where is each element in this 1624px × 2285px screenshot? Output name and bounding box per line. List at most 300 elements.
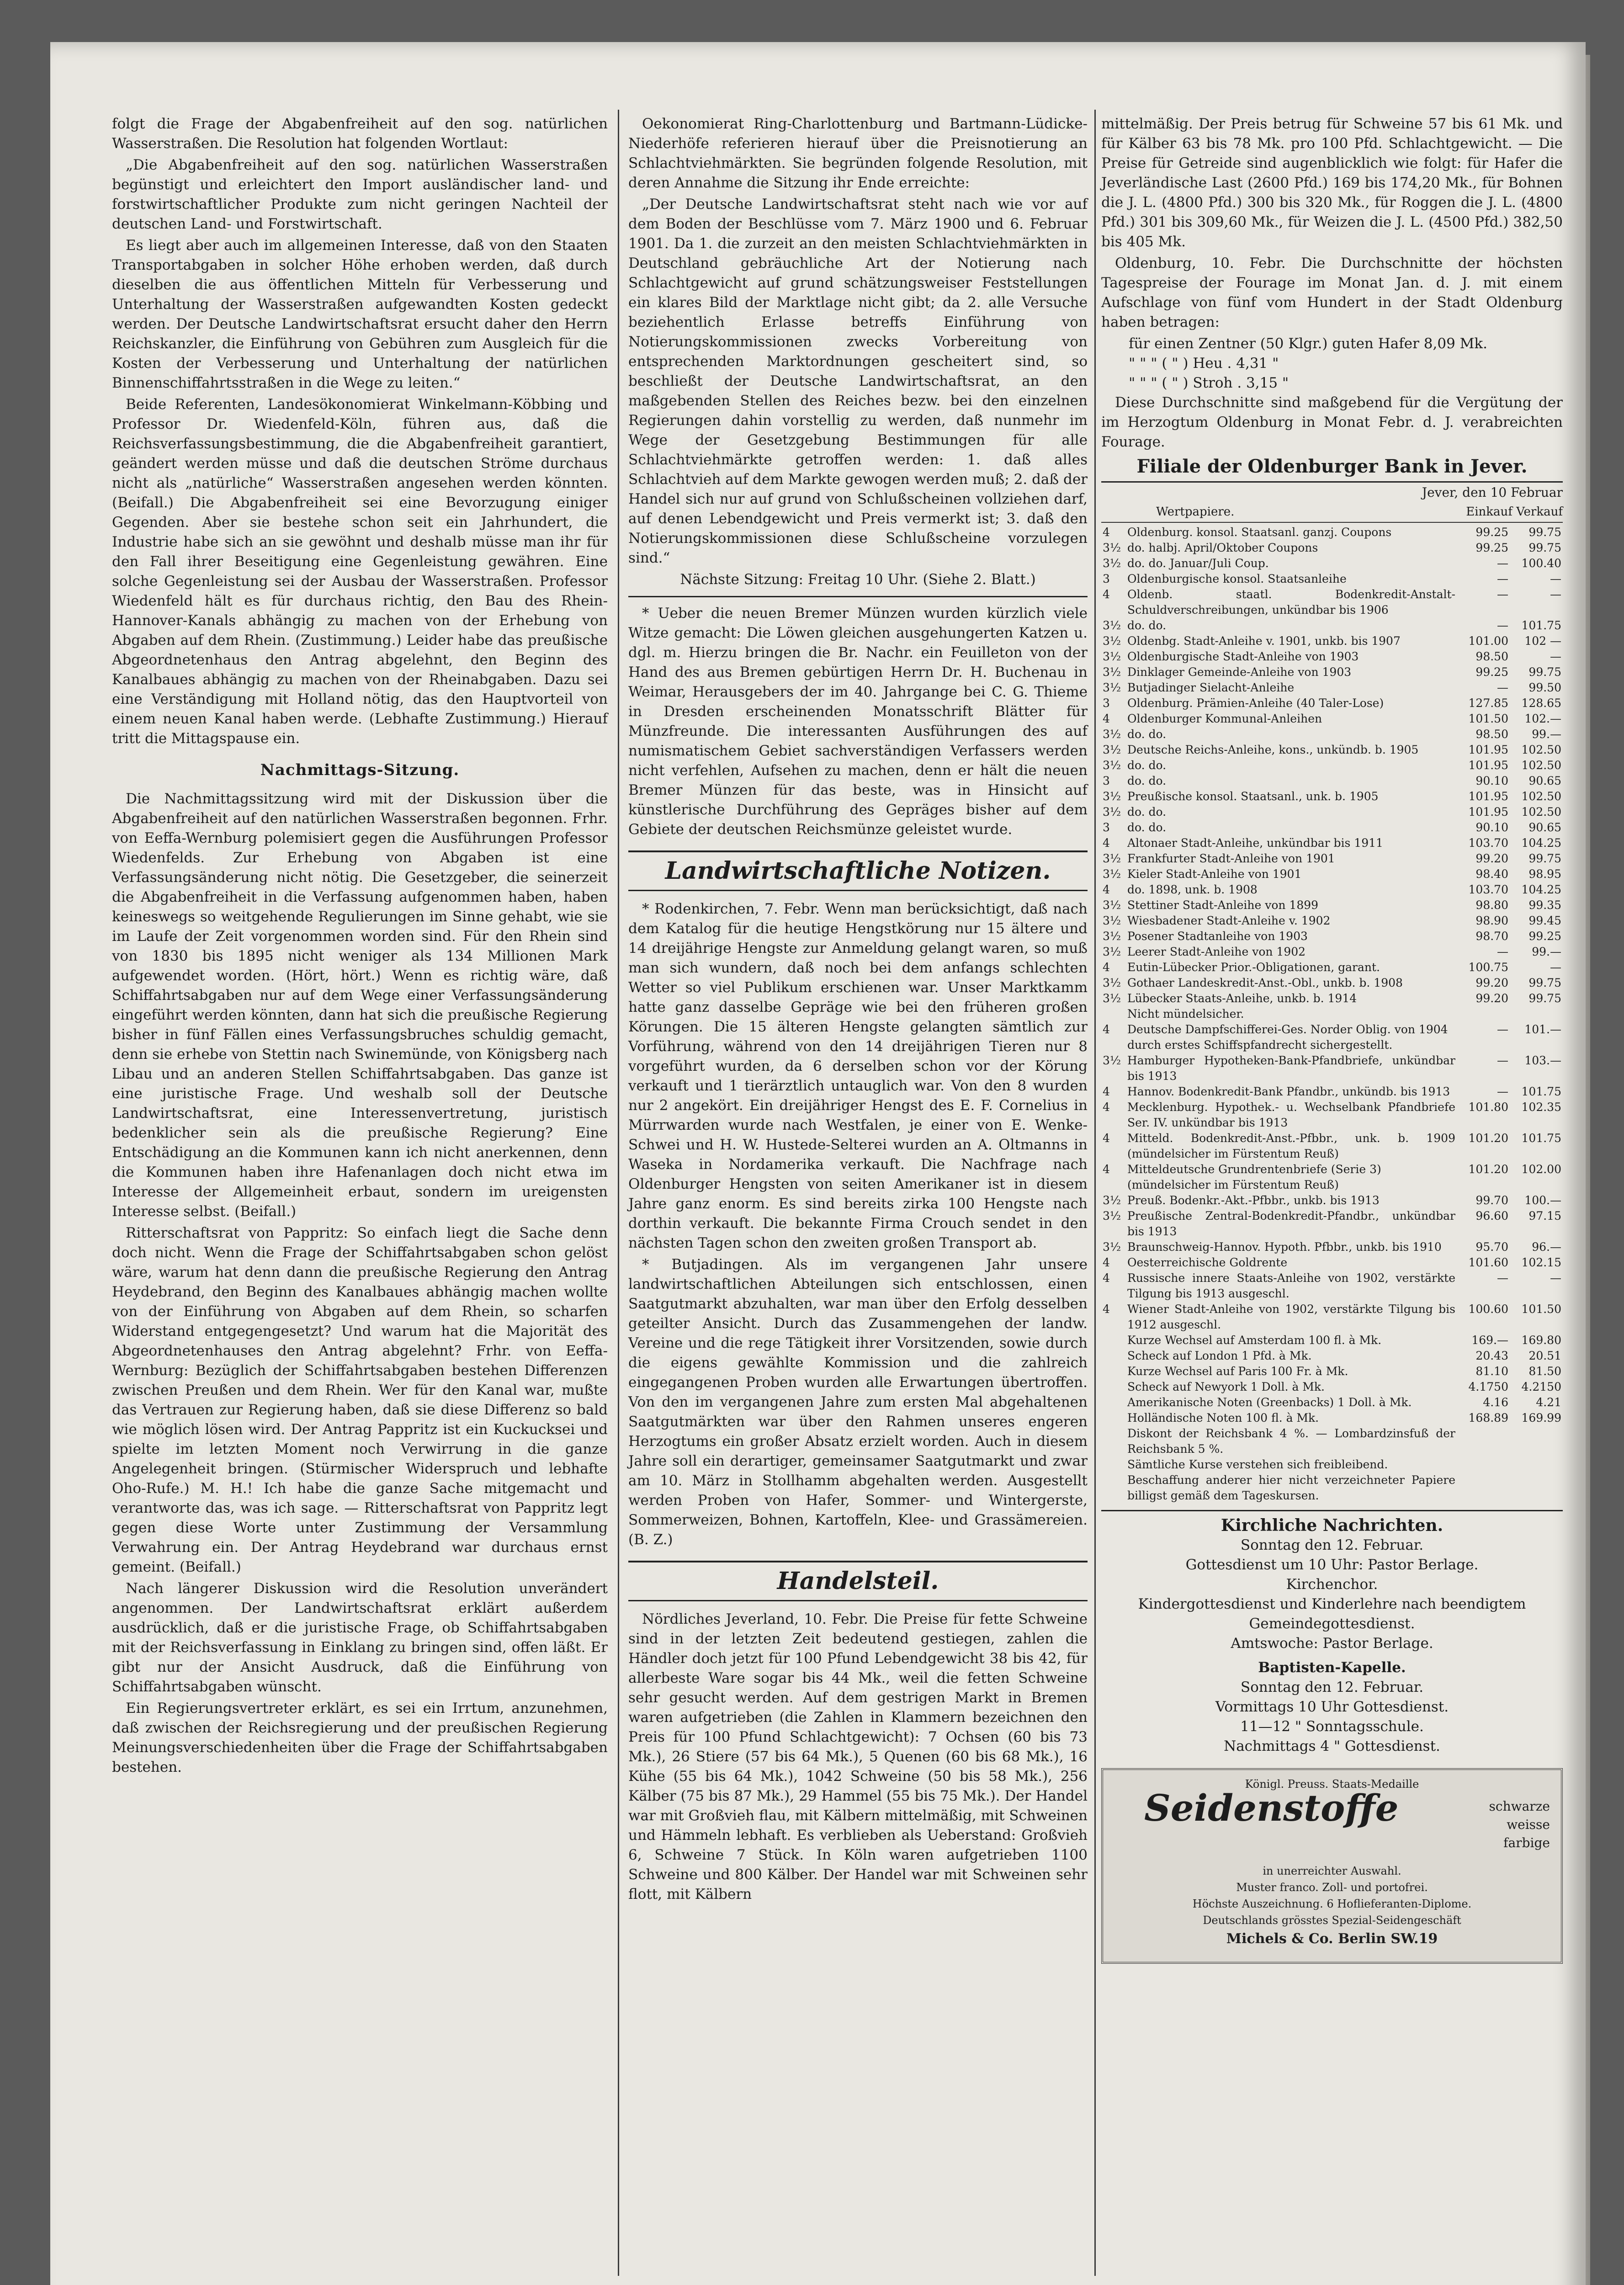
c2-bremer-muenzen: * Ueber die neuen Bremer Münzen wurden kürzlich viele Witze gemacht: Die Löwen gleichen ausgehungerten Katzen u. dgl. m. Hierzu bringen die Br. Nachr. ein Feuilleton von der Hand des aus Bremen gebürtigen Herrn Dr. H. Buchenau in Weimar, Herausgebers der im 40. Jahrgange bei C. G. Thieme in Dresden erscheinenden Monatsschrift Blätter für Münzfreunde. Die interessanten Ausführungen des auf numismatischem Gebiet sachverständigen Verfassers werden nicht verfehlen, Aufsehen zu machen, denn er hält die neuen Bremer Münzen für das beste, was in Hinsicht auf künstlerische Durchführung des Gepräges bisher auf dem Gebiete der deutschen Reichsmünze geleistet wurde. bbox=[628, 605, 1088, 838]
rate-cell bbox=[1101, 1426, 1126, 1457]
rate-cell: 4 bbox=[1103, 526, 1110, 539]
rate-cell: 3½ bbox=[1103, 728, 1121, 741]
ad-line-1: in unerreichter Auswahl. bbox=[1263, 1865, 1401, 1877]
fourage-line: " " " ( " ) Stroh . 3,15 " bbox=[1129, 375, 1289, 391]
c2-heading-notizen: Landwirtschaftliche Notizen. bbox=[628, 850, 1088, 891]
sell-cell: 102.35 bbox=[1521, 1100, 1561, 1114]
buy-cell: — bbox=[1497, 1023, 1508, 1036]
security-cell: Oldenb. staatl. Bodenkredit-Anstalt-Schuldverschreibungen, unkündbar bis 1906 bbox=[1127, 588, 1455, 616]
buy-cell: 100.75 bbox=[1468, 961, 1508, 974]
buy-cell: 168.89 bbox=[1468, 1411, 1508, 1424]
buy-cell: — bbox=[1497, 1085, 1508, 1098]
c2-resolution: „Der Deutsche Landwirtschaftsrat steht nach wie vor auf dem Boden der Beschlüsse vom 7. März 1900 und 6. Februar 1901. Da 1. die zurzeit an den meisten Schlachtviehmärkten in Deutschland gebräuchliche Art der Notierung nach Schlachtgewicht auf grund schätzungsweiser Feststellungen ein klares Bild der Marktlage nicht gibt; da 2. alle Versuche beziehentlich Erlasse betreffs Einführung von Notierungskommissionen zwecks Vorbereitung von entsprechenden Marktordnungen gescheitert sind, so beschließt der Deutsche Landwirtschaftsrat, an den maßgebenden Stellen des Reiches bezw. bei den einzelnen Regierungen dahin vorstellig zu werden, daß nunmehr im Wege der Gesetzgebung Bestimmungen für alle Schlachtviehmärkte getroffen werden: 1. daß alles Schlachtvieh auf dem Markte gewogen werden muß; 2. daß der Handel sich nur auf grund von Schlußscheinen vollziehen darf, auf denen Lebendgewicht und Preis vermerkt ist; 3. daß den Notierungskommissionen diese Schlußscheine vorzulegen sind.“ bbox=[628, 196, 1088, 566]
buy-cell: 101.20 bbox=[1468, 1163, 1508, 1176]
c1-resolution-2: Es liegt aber auch im allgemeinen Interesse, daß von den Staaten Transportabgaben in solcher Höhe erhoben werden, daß durch dieselben die aus öffentlichen Mitteln für Verbesserung und Unterhaltung der Wasserstraßen aufgewandten Kosten gedeckt werden. Der Deutsche Landwirtschaftsrat ersucht daher den Herrn Reichskanzler, die Einführung von Gebühren zum Ausgleich für die Kosten der Verbesserung und Unterhaltung der natürlichen Binnenschiffahrtsstraßen in die Wege zu leiten.“ bbox=[112, 237, 608, 391]
security-cell: Diskont der Reichsbank 4 %. — Lombardzinsfuß der Reichsbank 5 %. bbox=[1127, 1427, 1455, 1456]
security-cell: Oesterreichische Goldrente bbox=[1127, 1256, 1288, 1269]
buy-cell: 169.— bbox=[1471, 1334, 1508, 1347]
church-line-2: Gottesdienst um 10 Uhr: Pastor Berlage. bbox=[1185, 1557, 1479, 1573]
column-1 bbox=[112, 114, 608, 1779]
table-row bbox=[1101, 960, 1563, 975]
buy-cell: 103.70 bbox=[1468, 883, 1508, 896]
rate-cell: 4 bbox=[1103, 1271, 1110, 1285]
security-cell: Butjadinger Sielacht-Anleihe bbox=[1127, 681, 1295, 694]
rate-cell: 3½ bbox=[1103, 945, 1121, 958]
buy-cell bbox=[1457, 1472, 1510, 1504]
rate-cell bbox=[1101, 1006, 1126, 1022]
table-row bbox=[1101, 929, 1563, 944]
security-cell: Mecklenburg. Hypothek.- u. Wechselbank Pfandbriefe Ser. IV. unkündbar bis 1913 bbox=[1127, 1100, 1455, 1129]
table-row bbox=[1101, 758, 1563, 773]
sell-cell: 128.65 bbox=[1521, 696, 1561, 710]
security-cell: do. do. Januar/Juli Coup. bbox=[1127, 557, 1269, 570]
security-cell: Leerer Stadt-Anleihe von 1902 bbox=[1127, 945, 1306, 958]
table-row bbox=[1101, 1162, 1563, 1177]
rate-cell: 3½ bbox=[1103, 790, 1121, 803]
sell-cell: — bbox=[1550, 1271, 1561, 1285]
buy-cell: 101.95 bbox=[1468, 790, 1508, 803]
rate-cell: 3 bbox=[1103, 696, 1110, 710]
rate-cell bbox=[1101, 1379, 1126, 1395]
sell-cell: 169.99 bbox=[1521, 1411, 1561, 1424]
c3-fourage-prices bbox=[1101, 334, 1563, 393]
rate-cell: 4 bbox=[1103, 1100, 1110, 1114]
church-line-3: Kirchenchor. bbox=[1286, 1576, 1378, 1593]
church-title: Kirchliche Nachrichten. bbox=[1101, 1510, 1563, 1536]
rate-cell: 4 bbox=[1103, 712, 1110, 725]
table-row bbox=[1101, 1333, 1563, 1348]
security-cell: Oldenburg. konsol. Staatsanl. ganzj. Coupons bbox=[1127, 526, 1392, 539]
table-row bbox=[1101, 633, 1563, 649]
table-row bbox=[1101, 1255, 1563, 1270]
table-row bbox=[1101, 851, 1563, 866]
rate-cell bbox=[1101, 1472, 1126, 1504]
sell-cell: 99.75 bbox=[1528, 852, 1561, 865]
security-cell: do. do. bbox=[1127, 619, 1167, 632]
sell-cell: 104.25 bbox=[1521, 836, 1561, 850]
ad-line-3: Höchste Auszeichnung. 6 Hoflieferanten-Diplome. bbox=[1192, 1897, 1472, 1910]
buy-cell: 101.00 bbox=[1468, 634, 1508, 648]
sell-cell: 99.75 bbox=[1528, 665, 1561, 679]
bank-col-buy: Einkauf bbox=[1466, 505, 1513, 519]
bank-col-papers: Wertpapiere. bbox=[1156, 505, 1235, 519]
silk-advertisement bbox=[1101, 1768, 1563, 1964]
bank-col-buy-sell bbox=[1466, 502, 1563, 522]
table-row bbox=[1101, 1379, 1563, 1395]
sell-cell bbox=[1510, 1426, 1563, 1457]
column-2 bbox=[628, 114, 1088, 1906]
buy-cell: 99.20 bbox=[1475, 976, 1508, 989]
c3-paragraph-3: Diese Durchschnitte sind maßgebend für die Vergütung der im Herzogtum Oldenburg in Monat Febr. d. J. verabreichten Fourage. bbox=[1101, 394, 1563, 450]
table-row bbox=[1101, 1131, 1563, 1162]
table-row bbox=[1101, 1006, 1563, 1022]
buy-cell: 81.10 bbox=[1475, 1365, 1508, 1378]
table-row bbox=[1101, 1348, 1563, 1364]
rate-cell bbox=[1101, 1177, 1126, 1193]
church-line-9: 11—12 " Sonntagsschule. bbox=[1240, 1718, 1424, 1735]
rate-cell: 3½ bbox=[1103, 898, 1121, 912]
rate-cell bbox=[1101, 1037, 1126, 1053]
c2-jeverland: Nördliches Jeverland, 10. Febr. Die Preise für fette Schweine sind in der letzten Zeit bedeutend gestiegen, zahlen die Händler doch jetzt für 100 Pfund Lebendgewicht 38 bis 42, für allerbeste Ware sogar bis 44 Mk., weil die fetten Schweine sehr gesucht werden. Auf dem gestrigen Markt in Bremen waren aufgetrieben (die Zahlen in Klammern bezeichnen den Preis für 100 Pfund Schlachtgewicht): 7 Ochsen (60 bis 73 Mk.), 26 Stiere (57 bis 64 Mk.), 5 Quenen (60 bis 68 Mk.), 16 Kühe (55 bis 64 Mk.), 1042 Schweine (50 bis 58 Mk.), 256 Kälber (75 bis 87 Mk.), 29 Hammel (55 bis 75 Mk.). Der Handel war mit Großvieh flau, mit Kälbern mittelmäßig, mit Schweinen und Hämmeln lebhaft. Es verblieben als Ueberstand: Großvieh 6, Schweine 7 Stück. In Köln waren aufgetrieben 1100 Schweine und 800 Kälber. Der Handel war mit Schweinen sehr flott, mit Kälbern bbox=[628, 1611, 1088, 1902]
rate-cell: 3½ bbox=[1103, 634, 1121, 648]
sell-cell: 4.2150 bbox=[1521, 1380, 1561, 1393]
c1-subheading: Nachmittags-Sitzung. bbox=[260, 761, 460, 779]
sell-cell: 102.50 bbox=[1521, 743, 1561, 756]
sell-cell: 96.— bbox=[1532, 1240, 1561, 1254]
buy-cell: 96.60 bbox=[1475, 1209, 1508, 1222]
security-cell: Oldenburger Kommunal-Anleihen bbox=[1127, 712, 1322, 725]
buy-cell bbox=[1457, 1006, 1510, 1022]
security-cell: Deutsche Dampfschifferei-Ges. Norder Oblig. von 1904 bbox=[1127, 1023, 1448, 1036]
security-cell: Kurze Wechsel auf Paris 100 Fr. à Mk. bbox=[1127, 1365, 1348, 1378]
table-row bbox=[1101, 556, 1563, 571]
c1-paragraph-8: Ein Regierungsvertreter erklärt, es sei ein Irrtum, anzunehmen, daß zwischen der Reichsregierung und der preußischen Regierung Meinungsverschiedenheiten über die Frage der Schiffahrtsabgaben bestehen. bbox=[112, 1700, 608, 1775]
security-cell: Oldenburg. Prämien-Anleihe (40 Taler-Lose) bbox=[1127, 696, 1384, 710]
sell-cell: 169.80 bbox=[1521, 1334, 1561, 1347]
sell-cell: 90.65 bbox=[1528, 774, 1561, 787]
sell-cell: 99.75 bbox=[1528, 526, 1561, 539]
c3-oldenburg: Oldenburg, 10. Febr. Die Durchschnitte der höchsten Tagespreise der Fourage im Monat Jan. d. J. mit einem Aufschlage von fünf vom Hundert in der Stadt Oldenburg haben betragen: bbox=[1101, 255, 1563, 330]
table-row bbox=[1101, 913, 1563, 929]
security-cell: Kurze Wechsel auf Amsterdam 100 fl. à Mk. bbox=[1127, 1334, 1382, 1347]
table-row bbox=[1101, 727, 1563, 742]
sell-cell: — bbox=[1550, 572, 1561, 585]
table-row bbox=[1101, 975, 1563, 991]
c1-paragraph-1: folgt die Frage der Abgabenfreiheit auf den sog. natürlichen Wasserstraßen. Die Resolution hat folgenden Wortlaut: bbox=[112, 116, 608, 152]
column-rule-2 bbox=[1094, 110, 1096, 2276]
buy-cell: — bbox=[1497, 557, 1508, 570]
c1-paragraph-5: Die Nachmittagssitzung wird mit der Diskussion über die Abgabenfreiheit auf den natürlichen Wasserstraßen begonnen. Frhr. von Eeffa-Wernburg polemisiert gegen die Ausführungen Professor Wiedenfelds. Zur Erhebung von Abgaben ist eine Verfassungsänderung nicht nötig. Die Gesetzgeber, die seinerzeit die Abgabenfreiheit in die Verfassung aufgenommen haben, haben keineswegs so weitgehende Regulierungen im Sinne gehabt, wie sie im Laufe der Zeit vorgenommen worden sind. Für den Rhein sind von 1830 bis 1895 nicht weniger als 134 Millionen Mark aufgewendet worden. (Hört, hört.) Wenn es richtig wäre, daß Schiffahrtsabgaben nur auf dem Wege einer Verfassungsänderung eingeführt werden könnten, dann hat sich die preußische Regierung bisher in fünf Fällen eines Verfassungsbruches schuldig gemacht, denn sie erhebe von Stettin nach Swinemünde, von Königsberg nach Libau und an anderen Stellen Schiffahrtsabgaben. Das ganze ist eine juristische Frage. Und weshalb soll der Deutsche Landwirtschaftsrat, eine Interessenvertretung, juristisch bedenklicher sein als die preußische Regierung? Eine Entschädigung an die Kommunen kann ich nicht anerkennen, denn die Kommunen haben ihre Hafenanlagen doch nicht etwa im Interesse der Allgemeinheit erbaut, sondern im ureigensten Interesse selbst. (Beifall.) bbox=[112, 791, 608, 1220]
c2-rodenkirchen: * Rodenkirchen, 7. Febr. Wenn man berücksichtigt, daß nach dem Katalog für die heutige Hengstkörung nur 15 ältere und 14 dreijährige Hengste zur Anmeldung gelangt waren, so muß man sich wundern, daß noch bei dem anfangs schlechten Wetter so viel Publikum erschienen war. Unser Marktkamm hatte ganz dasselbe Gepräge wie bei den früheren großen Körungen. Die 15 älteren Hengste gelangten sämtlich zur Vorführung, während von den 14 dreijährigen Tieren nur 8 vorgeführt wurden, da 6 derselben schon vor der Körung verkauft und 1 tierärztlich untauglich war. Von den 8 wurden nur 2 angekört. Ein dreijähriger Hengst des E. F. Cornelius in Mürrwarden wurde nach Westfalen, je einer von E. Wenke-Schwei und H. W. Hustede-Selterei wurden an A. Oltmanns in Waseka in Nordamerika verkauft. Die Nachfrage nach Oldenburger Hengsten von seiten Amerikaner ist in diesem Jahre ganz enorm. Es sind bereits zirka 100 Hengste nach dorthin verkauft. Die bekannte Firma Crouch sendet in den nächsten Tagen schon den zweiten großen Transport ab. bbox=[628, 901, 1088, 1251]
rate-cell: 3½ bbox=[1103, 930, 1121, 943]
rate-cell: 3½ bbox=[1103, 557, 1121, 570]
security-cell: Preußische Zentral-Bodenkredit-Pfandbr., unkündbar bis 1913 bbox=[1127, 1209, 1455, 1238]
security-cell: do. 1898, unk. b. 1908 bbox=[1127, 883, 1258, 896]
buy-cell: 99.70 bbox=[1475, 1194, 1508, 1207]
table-row bbox=[1101, 587, 1563, 618]
table-row bbox=[1101, 571, 1563, 587]
security-cell: do. do. bbox=[1127, 759, 1167, 772]
table-row bbox=[1101, 1472, 1563, 1504]
sell-cell: 100.40 bbox=[1521, 557, 1561, 570]
rate-cell: 3½ bbox=[1103, 665, 1121, 679]
table-row bbox=[1101, 1177, 1563, 1193]
table-row bbox=[1101, 804, 1563, 820]
buy-cell: 101.20 bbox=[1468, 1132, 1508, 1145]
sell-cell: 99.75 bbox=[1528, 976, 1561, 989]
rate-cell: 4 bbox=[1103, 588, 1110, 601]
sell-cell: 101.75 bbox=[1521, 619, 1561, 632]
sell-cell: 102.50 bbox=[1521, 805, 1561, 818]
c2-heading-handelsteil: Handelsteil. bbox=[628, 1561, 1088, 1601]
bank-table-title: Filiale der Oldenburger Bank in Jever. bbox=[1101, 454, 1563, 483]
rate-cell: 3½ bbox=[1103, 867, 1121, 881]
table-row bbox=[1101, 1022, 1563, 1037]
security-cell: durch erstes Schiffspfandrecht sichergestellt. bbox=[1127, 1038, 1393, 1052]
buy-cell bbox=[1457, 1037, 1510, 1053]
rate-cell: 3½ bbox=[1103, 852, 1121, 865]
sell-cell: 99.— bbox=[1532, 945, 1561, 958]
security-cell: do. do. bbox=[1127, 728, 1167, 741]
c1-paragraph-7: Nach längerer Diskussion wird die Resolution unverändert angenommen. Der Landwirtschaftsrat erklärt außerdem ausdrücklich, daß er die juristische Frage, ob Schiffahrtsabgaben mit der Reichsverfassung in Einklang zu bringen sind, offen läßt. Er gibt nur der Ansicht Ausdruck, daß die Einführung von Schiffahrtsabgaben wünscht. bbox=[112, 1580, 608, 1695]
rate-cell: 4 bbox=[1103, 1163, 1110, 1176]
security-cell: (mündelsicher im Fürstentum Reuß) bbox=[1127, 1178, 1339, 1191]
buy-cell: 95.70 bbox=[1475, 1240, 1508, 1254]
table-row bbox=[1101, 742, 1563, 758]
table-row bbox=[1101, 525, 1563, 540]
buy-cell: 99.20 bbox=[1475, 852, 1508, 865]
sell-cell: 99.75 bbox=[1528, 992, 1561, 1005]
rate-cell: 3 bbox=[1103, 821, 1110, 834]
buy-cell: 99.25 bbox=[1475, 526, 1508, 539]
security-cell: Nicht mündelsicher. bbox=[1127, 1007, 1244, 1020]
sell-cell: 100.— bbox=[1524, 1194, 1561, 1207]
table-row bbox=[1101, 898, 1563, 913]
church-line-7: Sonntag den 12. Februar. bbox=[1240, 1679, 1424, 1695]
rate-cell: 3 bbox=[1103, 774, 1110, 787]
bank-quotes-table bbox=[1101, 525, 1563, 1504]
c2-paragraph-1: Oekonomierat Ring-Charlottenburg und Bartmann-Lüdicke-Niederhöfe referieren hierauf über die Preisnotierung an Schlachtviehmärkten. Sie begründen folgende Resolution, mit deren Annahme die Sitzung ihr Ende erreichte: bbox=[628, 116, 1088, 191]
sell-cell: 103.— bbox=[1524, 1054, 1561, 1067]
table-row bbox=[1101, 540, 1563, 556]
rate-cell bbox=[1101, 1364, 1126, 1379]
rate-cell: 3½ bbox=[1103, 805, 1121, 818]
rate-cell: 4 bbox=[1103, 883, 1110, 896]
sell-cell: 90.65 bbox=[1528, 821, 1561, 834]
rate-cell: 3 bbox=[1103, 572, 1110, 585]
c1-paragraph-6: Ritterschaftsrat von Pappritz: So einfach liegt die Sache denn doch nicht. Wenn die Frage der Schiffahrtsabgaben schon gelöst wäre, warum hat denn dann die preußische Regierung den Antrag Heydebrand, den Beginn des Kanalbaues abhängig machen wollte von der Einführung von Abgaben auf dem Rhein, so scharfen Widerstand entgegengesetzt? Und warum hat die Majorität des Abgeordnetenhauses den Antrag abgelehnt? Frhr. von Eeffa-Wernburg: Bezüglich der Schiffahrtsabgaben bestehen Differenzen zwischen Preußen und dem Rhein. Wer für den Kanal war, mußte das Vertrauen zur Regierung haben, daß sie diese Differenz so bald wie möglich lösen wird. Der Antrag Pappritz ist ein Kuckucksei und spielte im letzten Moment noch Verwirrung in die ganze Angelegenheit bringen. (Stürmischer Widerspruch und lebhafte Oho-Rufe.) M. H.! Ich habe die ganze Sache mitgemacht und verantworte das, was ich sage. — Ritterschaftsrat von Pappritz legt gegen diese Worte unter Zustimmung der Versammlung Verwahrung ein. Der Antrag Heydebrand war durchaus ernst gemeint. (Beifall.) bbox=[112, 1225, 608, 1575]
rate-cell: 3½ bbox=[1103, 541, 1121, 554]
ad-line-2: Muster franco. Zoll- und portofrei. bbox=[1236, 1881, 1428, 1894]
table-row bbox=[1101, 664, 1563, 680]
ad-colors bbox=[1489, 1797, 1550, 1852]
c1-resolution-1: „Die Abgabenfreiheit auf den sog. natürlichen Wasserstraßen begünstigt und erleichtert den Import ausländischer land- und forstwirtschaftlicher Produkte zum nicht geringen Nachteil der deutschen Land- und Forstwirtschaft. bbox=[112, 157, 608, 232]
sell-cell: 101.— bbox=[1524, 1023, 1561, 1036]
buy-cell: 101.95 bbox=[1468, 759, 1508, 772]
c2-rule-1 bbox=[628, 596, 1088, 597]
rate-cell: 4 bbox=[1103, 961, 1110, 974]
buy-cell: 100.60 bbox=[1468, 1302, 1508, 1316]
table-row bbox=[1101, 618, 1563, 633]
security-cell: Mitteldeutsche Grundrentenbriefe (Serie 3) bbox=[1127, 1163, 1381, 1176]
sell-cell: 101.50 bbox=[1521, 1302, 1561, 1316]
sell-cell: — bbox=[1550, 961, 1561, 974]
security-cell: Scheck auf Newyork 1 Doll. à Mk. bbox=[1127, 1380, 1325, 1393]
buy-cell: 101.50 bbox=[1468, 712, 1508, 725]
table-row bbox=[1101, 835, 1563, 851]
ad-line-4: Deutschlands grösstes Spezial-Seidengeschäft bbox=[1203, 1914, 1461, 1927]
sell-cell: 99.— bbox=[1532, 728, 1561, 741]
sell-cell bbox=[1510, 1037, 1563, 1053]
bank-col-sell: Verkauf bbox=[1516, 505, 1563, 519]
table-row bbox=[1101, 866, 1563, 882]
security-cell: Kieler Stadt-Anleihe von 1901 bbox=[1127, 867, 1302, 881]
bank-table-date: Jever, den 10 Februar bbox=[1422, 485, 1563, 500]
rate-cell: 3½ bbox=[1103, 1209, 1121, 1222]
rate-cell bbox=[1101, 1333, 1126, 1348]
ad-color-2: weisse bbox=[1507, 1817, 1550, 1832]
buy-cell: 99.25 bbox=[1475, 665, 1508, 679]
security-cell: Lübecker Staats-Anleihe, unkb. b. 1914 bbox=[1127, 992, 1357, 1005]
sell-cell: 99.50 bbox=[1528, 681, 1561, 694]
sell-cell: 102.— bbox=[1524, 712, 1561, 725]
table-row bbox=[1101, 1193, 1563, 1208]
table-row bbox=[1101, 1364, 1563, 1379]
rate-cell: 3½ bbox=[1103, 1054, 1121, 1067]
ad-brand: Seidenstoffe bbox=[1144, 1786, 1399, 1829]
security-cell: Posener Stadtanleihe von 1903 bbox=[1127, 930, 1308, 943]
rate-cell: 3½ bbox=[1103, 992, 1121, 1005]
table-row bbox=[1101, 1037, 1563, 1053]
sell-cell: 102.15 bbox=[1521, 1256, 1561, 1269]
security-cell: Gothaer Landeskredit-Anst.-Obl., unkb. b. 1908 bbox=[1127, 976, 1403, 989]
security-cell: Oldenburgische konsol. Staatsanleihe bbox=[1127, 572, 1347, 585]
buy-cell: — bbox=[1497, 1271, 1508, 1285]
buy-cell: — bbox=[1497, 681, 1508, 694]
table-row bbox=[1101, 944, 1563, 960]
buy-cell: 4.1750 bbox=[1468, 1380, 1508, 1393]
rate-cell: 3½ bbox=[1103, 1194, 1121, 1207]
ad-line-5: Michels & Co. Berlin SW.19 bbox=[1226, 1931, 1438, 1947]
security-cell: do. do. bbox=[1127, 805, 1167, 818]
security-cell: Amerikanische Noten (Greenbacks) 1 Doll. à Mk. bbox=[1127, 1396, 1412, 1409]
buy-cell: 101.95 bbox=[1468, 743, 1508, 756]
buy-cell: 127.85 bbox=[1468, 696, 1508, 710]
table-row bbox=[1101, 1457, 1563, 1472]
sell-cell bbox=[1510, 1006, 1563, 1022]
security-cell: Scheck auf London 1 Pfd. à Mk. bbox=[1127, 1349, 1312, 1362]
ad-medal: Königl. Preuss. Staats-Medaille bbox=[1245, 1778, 1419, 1791]
security-cell: do. do. bbox=[1127, 821, 1167, 834]
sell-cell bbox=[1510, 1472, 1563, 1504]
rate-cell: 4 bbox=[1103, 1085, 1110, 1098]
sell-cell bbox=[1510, 1457, 1563, 1472]
rate-cell: 3½ bbox=[1103, 759, 1121, 772]
sell-cell: — bbox=[1550, 588, 1561, 601]
rate-cell: 4 bbox=[1103, 1132, 1110, 1145]
sell-cell: 20.51 bbox=[1528, 1349, 1561, 1362]
buy-cell: 101.60 bbox=[1468, 1256, 1508, 1269]
rate-cell: 3½ bbox=[1103, 650, 1121, 663]
column-rule-1 bbox=[618, 110, 619, 2276]
table-row bbox=[1101, 1239, 1563, 1255]
security-cell: Mitteld. Bodenkredit-Anst.-Pfbbr., unk. b. 1909 (mündelsicher im Fürstentum Reuß) bbox=[1127, 1132, 1455, 1160]
buy-cell: 98.40 bbox=[1475, 867, 1508, 881]
fourage-line: für einen Zentner (50 Klgr.) guten Hafer 8,09 Mk. bbox=[1129, 335, 1488, 352]
security-cell: Deutsche Reichs-Anleihe, kons., unkündb. b. 1905 bbox=[1127, 743, 1419, 756]
c3-paragraph-1: mittelmäßig. Der Preis betrug für Schweine 57 bis 61 Mk. und für Kälber 63 bis 78 Mk. pro 100 Pfd. Schlachtgewicht. — Die Preise für Getreide sind augenblicklich wie folgt: für Hafer die Jeverländische Last (2600 Pfd.) 169 bis 174,20 Mk., für Bohnen die J. L. (4800 Pfd.) 300 bis 320 Mk., für Roggen die J. L. (4800 Pfd.) 301 bis 309,60 Mk., für Weizen die J. L. (4500 Pfd.) 382,50 bis 405 Mk. bbox=[1101, 116, 1563, 250]
buy-cell: 20.43 bbox=[1475, 1349, 1508, 1362]
ad-color-1: schwarze bbox=[1489, 1799, 1550, 1814]
buy-cell: 4.16 bbox=[1483, 1396, 1508, 1409]
sell-cell: 102.50 bbox=[1521, 759, 1561, 772]
security-cell: Sämtliche Kurse verstehen sich freibleibend. bbox=[1127, 1458, 1388, 1471]
table-row bbox=[1101, 680, 1563, 696]
buy-cell: 103.70 bbox=[1468, 836, 1508, 850]
c2-next-session: Nächste Sitzung: Freitag 10 Uhr. (Siehe 2. Blatt.) bbox=[680, 571, 1036, 588]
security-cell: Dinklager Gemeinde-Anleihe von 1903 bbox=[1127, 665, 1352, 679]
sell-cell: 81.50 bbox=[1528, 1365, 1561, 1378]
church-line-1: Sonntag den 12. Februar. bbox=[1240, 1537, 1424, 1553]
buy-cell: — bbox=[1497, 945, 1508, 958]
rate-cell: 3½ bbox=[1103, 619, 1121, 632]
rate-cell: 4 bbox=[1103, 1302, 1110, 1316]
table-row bbox=[1101, 1270, 1563, 1302]
church-line-4: Kindergottesdienst und Kinderlehre nach beendigtem Gemeindegottesdienst. bbox=[1138, 1596, 1526, 1632]
table-row bbox=[1101, 820, 1563, 835]
security-cell: Oldenburgische Stadt-Anleihe von 1903 bbox=[1127, 650, 1359, 663]
sell-cell: 99.75 bbox=[1528, 541, 1561, 554]
table-row bbox=[1101, 1100, 1563, 1131]
sell-cell: 99.25 bbox=[1528, 930, 1561, 943]
buy-cell: 98.70 bbox=[1475, 930, 1508, 943]
table-row bbox=[1101, 991, 1563, 1006]
fourage-line: " " " ( " ) Heu . 4,31 " bbox=[1129, 355, 1279, 372]
table-row bbox=[1101, 1084, 1563, 1100]
column-3 bbox=[1101, 114, 1563, 1964]
rate-cell: 3½ bbox=[1103, 743, 1121, 756]
sell-cell: 99.45 bbox=[1528, 914, 1561, 927]
table-row bbox=[1101, 696, 1563, 711]
rate-cell: 4 bbox=[1103, 1256, 1110, 1269]
security-cell: Wiesbadener Stadt-Anleihe v. 1902 bbox=[1127, 914, 1331, 927]
sell-cell: 102.00 bbox=[1521, 1163, 1561, 1176]
security-cell: Wiener Stadt-Anleihe von 1902, verstärkte Tilgung bis 1912 ausgeschl. bbox=[1127, 1302, 1455, 1331]
buy-cell: — bbox=[1497, 572, 1508, 585]
table-row bbox=[1101, 882, 1563, 898]
buy-cell bbox=[1457, 1457, 1510, 1472]
security-cell: Holländische Noten 100 fl. à Mk. bbox=[1127, 1411, 1319, 1424]
security-cell: Hamburger Hypotheken-Bank-Pfandbriefe, unkündbar bis 1913 bbox=[1127, 1054, 1455, 1083]
sell-cell: 104.25 bbox=[1521, 883, 1561, 896]
sell-cell: 4.21 bbox=[1536, 1396, 1561, 1409]
security-cell: Stettiner Stadt-Anleihe von 1899 bbox=[1127, 898, 1319, 912]
table-row bbox=[1101, 1410, 1563, 1426]
rate-cell bbox=[1101, 1457, 1126, 1472]
sell-cell: 98.95 bbox=[1528, 867, 1561, 881]
table-row bbox=[1101, 789, 1563, 804]
table-row bbox=[1101, 773, 1563, 789]
security-cell: Beschaffung anderer hier nicht verzeichneter Papiere billigst gemäß dem Tageskursen. bbox=[1127, 1473, 1455, 1502]
table-row bbox=[1101, 1302, 1563, 1333]
church-line-5: Amtswoche: Pastor Berlage. bbox=[1231, 1635, 1433, 1652]
security-cell: Altonaer Stadt-Anleihe, unkündbar bis 1911 bbox=[1127, 836, 1383, 850]
security-cell: Eutin-Lübecker Prior.-Obligationen, garant. bbox=[1127, 961, 1380, 974]
church-line-6: Baptisten-Kapelle. bbox=[1258, 1659, 1406, 1676]
rate-cell: 4 bbox=[1103, 1023, 1110, 1036]
security-cell: Oldenbg. Stadt-Anleihe v. 1901, unkb. bis 1907 bbox=[1127, 634, 1401, 648]
ad-color-3: farbige bbox=[1503, 1835, 1550, 1850]
security-cell: Russische innere Staats-Anleihe von 1902, verstärkte Tilgung bis 1913 ausgeschl. bbox=[1127, 1271, 1455, 1300]
rate-cell: 3½ bbox=[1103, 914, 1121, 927]
c2-butjadingen: * Butjadingen. Als im vergangenen Jahr unsere landwirtschaftlichen Abteilungen sich entschlossen, einen Saatgutmarkt abzuhalten, war man über den Erfolg desselben geteilter Ansicht. Durch das Zusammengehen der landw. Vereine und die rege Tätigkeit ihrer Vorsitzenden, sowie durch die eigens gewählte Kommission und die zahlreich eingegangenen Proben wurden alle Erwartungen übertroffen. Von den im vergangenen Jahre zum ersten Mal abgehaltenen Saatgutmärkten war über den Rahmen unseres engeren Herzogtums ein großer Absatz erzielt worden. Auch in diesem Jahre soll ein derartiger, gemeinsamer Saatgutmarkt und zwar am 10. März in Stollhamm abgehalten werden. Ausgestellt werden Proben von Hafer, Sommer- und Wintergerste, Sommerweizen, Bohnen, Kartoffeln, Klee- und Grassämereien. (B. Z.) bbox=[628, 1256, 1088, 1548]
buy-cell: 98.90 bbox=[1475, 914, 1508, 927]
church-notices bbox=[1101, 1510, 1563, 1756]
buy-cell: 90.10 bbox=[1475, 821, 1508, 834]
rate-cell: 3½ bbox=[1103, 976, 1121, 989]
church-line-10: Nachmittags 4 " Gottesdienst. bbox=[1224, 1738, 1440, 1754]
buy-cell: 98.50 bbox=[1475, 650, 1508, 663]
rate-cell bbox=[1101, 1395, 1126, 1410]
table-row bbox=[1101, 1208, 1563, 1239]
buy-cell bbox=[1457, 1426, 1510, 1457]
security-cell: Preußische konsol. Staatsanl., unk. b. 1905 bbox=[1127, 790, 1379, 803]
security-cell: Braunschweig-Hannov. Hypoth. Pfbbr., unkb. bis 1910 bbox=[1127, 1240, 1442, 1254]
security-cell: Frankfurter Stadt-Anleihe von 1901 bbox=[1127, 852, 1335, 865]
rate-cell bbox=[1101, 1410, 1126, 1426]
sell-cell: 99.35 bbox=[1528, 898, 1561, 912]
buy-cell bbox=[1457, 1177, 1510, 1193]
